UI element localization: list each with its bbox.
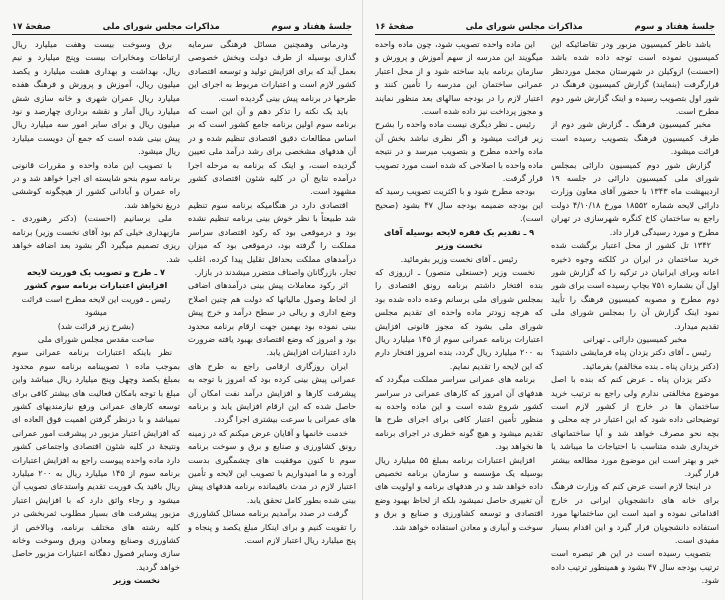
paragraph: ملی برسانیم (احسنت) (دکتر رهنوردی ـ مازبهداری خیلی کم بود آقای نخست وزیر) برنامه ریزی تصمیم میگیرد اگر بشود بعد اضافه خواهد شد. xyxy=(12,213,180,264)
paragraph: گرفت در صدد برآمدیم برنامه مسائل کشاورزی را تقویت کنیم و برای اینکار مبلغ یکصد و پنجاه و پنج میلیارد ریال اعتبار لازم است. xyxy=(188,508,356,546)
signature: نخست وزیر xyxy=(113,575,160,586)
publication-title: مذاکرات مجلس شورای ملی xyxy=(102,22,220,32)
publication-title: مذاکرات مجلس شورای ملی xyxy=(465,22,583,32)
paragraph: رئیس ـ نظر دیگری نیست ماده واحده را بشرح زیر قرائت میشود و اگر نظری نباشد بخش آن ماده واحده مطرح و بتصویب میرسد و در نتیجه ماده واحده با اصلاحی که شده است مورد تصویب قرار گرفت. xyxy=(375,119,543,184)
paragraph: باشد ناظر کمیسیون مزبور ودر تقاضائیکه این کمیسیون نموده است توجه داده شده باشد (احسنت) ازوکیلن در شهرستان مجمل موردنظر قرارگرفت (بنمایند) گزارش کمیسیون فرهنگ در شور اول بتصویب رسیده و اینک گزارش شور دوم مطرح است. xyxy=(551,39,719,117)
paragraph: نظر باینکه اعتبارات برنامه عمرانی سوم بموجب ماده ۱ تصویبنامه برنامه سوم محدود بمبلغ یکصد وچهل وپنج میلیارد ریال میباشد واین مبلغ با توجه بامکان فعالیت های بیشتر کافی برای توسعه کارهای عمرانی ورفع نیازمندیهای کشور نمیباشد و با درنظر گرفتن اهمیت فوق العاده ای که افزایش اعتبار مزبور در پیشرفت امور عمرانی ونتیجهٔ در کلیه شئون اقتصادی واجتماعی کشور دارد ماده واحده پیوست راجع به افزایش اعتبارات برنامه سوم از ۱۴۵ میلیارد ریال به ۲۰۰ میلیارد ریال باقید یک فوریت تقدیم واستدعای تصویب آن میشود و رجاء واثق دارد که با افزایش اعتبار مزبور پیشرفت های بسیار مطلوب ثمربخشی در کلیه رشته های مختلف برنامه، وبالاخص از کشاورزی وصنایع ومعادن وبرق وسوخت وخانه سازی وسایر فصول دهگانه اعتبارات مزبور حاصل خواهد گردید. xyxy=(12,347,180,572)
paragraph: خدمت خانمها و آقایان عرض میکنم که در زمینه رونق کشاورزی و صنایع و برق و سوخت برنامه سوم تا کنون موفقیت های چشمگیری بدست آورده و ما امیدواریم با تصویب این لایحه و تأمین اعتبار لازم در مدت باقیمانده برنامه هدفهای پیش بینی شده بطور کامل تحقق یابد. xyxy=(188,427,356,505)
section-heading: ۷ ـ طرح و تصویب یک فوریت لایحه افزایش اعتبارات برنامه سوم کشور xyxy=(24,266,168,291)
paragraph: رئیس ـ فوریت این لایحه مطرح است قرائت میشود xyxy=(21,293,171,318)
paragraph: باید یک نکته را تذکر دهم و آن این است که برنامه سوم اولین برنامه جامع کشور است که بر اساس مطالعات دقیق اقتصادی تنظیم شده و در آن هدفهای مشخصی برای رشد درآمد ملی تعیین گردیده است، و اینک که برنامه به مرحله اجرا درآمده نتایج آن در کلیه شئون اقتصادی کشور مشهود است. xyxy=(188,106,356,197)
text-column-left xyxy=(12,38,180,592)
paragraph: در اینجا لازم است عرض کنم که وزارت فرهنگ برای خانه های دانشجویان ایرانی در خارج اقداماتی نموده و امید است این ساختمانها مورد استفاده دانشجویان قرار گیرد و این اقدام بسیار مفیدی است. xyxy=(551,481,719,546)
page-number: صفحهٔ ۱۶ xyxy=(375,22,414,32)
paragraph: ایران روزگاری ارقامی راجع به طرح های عمرانی پیش بینی کرده بود که امروز با توجه به پیشرفت کارها و افزایش درآمد نفت امکان آن حاصل شده که این ارقام افزایش یابد و برنامه های عمرانی با سرعت بیشتری اجرا گردد. xyxy=(188,360,356,425)
session-label: جلسهٔ هفتاد و سوم xyxy=(271,22,352,32)
paragraph: برق وسوخت بیست وهفت میلیارد ریال ارتباطات ومخابرات بیست وپنج میلیارد و نیم ریال، بهداشت و بهداری هشت میلیارد و یکصد میلیون ریال، آموزش و پرورش و فرهنگ هفده میلیارد ریال عمران شهری و خانه سازی شش میلیارد ریال آمار و نقشه برداری چهارصد و نود میلیون ریال و برای سایر امور سه میلیارد ریال پیش بینی شده است که جمع آن دویست میلیارد ریال میشود. xyxy=(12,39,180,157)
text-column-left xyxy=(375,38,543,592)
paragraph: اثر رکود معاملات پیش بینی درآمدهای اضافی از لحاظ وصول مالیاتها که دولت هم چنین اصلاح وضع اداری و ریالی در سطح درآمد و خرج پیش بینی نموده بود بهمین جهت ارقام برنامه محدود بود و امروز که وضع اقتصادی بهبود یافته ضرورت دارد اعتبارات افزایش یابد. xyxy=(188,280,356,358)
paragraph: نخست وزیر (حسنعلی منصور) ـ ازروزی که بنده افتخار داشتم برنامه رونق اقتصادی را بمجلس شورای ملی برسانم وعده داده شده بود که هرچه زودتر ماده واحده ای تقدیم مجلس شورای ملی بشود که مجوز قانونی افزایش اعتبارات برنامه عمرانی سوم از ۱۴۵ میلیارد ریال به ۲۰۰ میلیارد ریال گردد، بنده امروز افتخار دارم که این لایحه را تقدیم نمایم. xyxy=(375,266,543,371)
text-column-right xyxy=(551,38,719,592)
paragraph: (بشرح زیر قرائت شد) xyxy=(57,320,135,331)
page-header xyxy=(12,20,352,35)
paragraph: بودجه مطرح شود و با اکثریت تصویب رسید که این بودجه ضمیمه بودجه سال ۴۷ بشود (صحیح است). xyxy=(375,186,543,224)
paragraph: رئیس ـ آقای نخست وزیر بفرمائید. xyxy=(400,253,518,264)
paragraph: ۱۳۴۲ تل کشور از محل اعتبار برگشت شده خرید ساختمان در ایران در کلکته وجوه ذخیره اعانه وبرای ایرانیان در ترکیه را که گزارش شور اول آن بشماره ۷۵۱ بچاپ رسیده است برای شور دوم مطرح و مصوبه کمیسیون فرهنگ را تأیید نمود اینک گزارش آن را بمجلس شورای ملی تقدیم میدارد. xyxy=(551,240,719,331)
session-label: جلسهٔ هفتاد و سوم xyxy=(634,22,715,32)
left-page xyxy=(0,0,362,600)
page-header xyxy=(375,20,715,35)
paragraph: دکتر یزدان پناه ـ عرض کنم که بنده با اصل موضوع مخالفتی ندارم ولی راجع به ترتیب خرید ساختمان ها در خارج از کشور لازم است توضیحاتی داده شود که این اعتبار در چه محلی و بچه نحو مصرف خواهد شد و آیا ساختمانهای خریداری شده متناسب با احتیاجات ما میباشد یا خیر و بهتر است این موضوع مورد مطالعه بیشتر قرار گیرد. xyxy=(551,374,719,478)
text-column-right xyxy=(188,38,356,592)
paragraph: برنامه های عمرانی سراسر مملکت میگردد که هدفهای آن امروز که کارهای عمرانی در سراسر کشور شروع شده است و این ماده واحده به منظور تأمین اعتبار کافی برای اجرای طرح ها تقدیم میشود و هیچ گونه خطری در اجرای برنامه ها نخواهد بود. xyxy=(375,374,543,452)
paragraph: بتصویب رسیده است در این هر تبصره است ترتیب بودجه سال ۴۷ بشود و همینطور ترتیب داده شود. xyxy=(551,548,719,586)
paragraph: اقتصادی دارد در هنگامیکه برنامه سوم تنظیم شد طبیعتاً با نظر خوش بینی برنامه تنظیم نشده بود و درموقعی بود که رکود اقتصادی سراسر مملکت را گرفته بود، درموقعی بود که میزان درآمدهای مملکت بحداقل تقلیل پیدا کرده، اغلب تجار، بازرگانان واصناف متضرر میشدند در بازار. xyxy=(188,199,356,277)
paragraph: افزایش اعتبارات برنامه بمبلغ ۵۵ میلیارد ریال بوسیله یک مؤسسه و سازمان برنامه تخصیص داده خواهد شد و در هدفهای برنامه و اولویت های آن تغییری حاصل نمیشود بلکه از لحاظ بهبود وضع اقتصادی و توسعه کشاورزی و صنایع و برق و سوخت و آبیاری و معادن استفاده خواهد شد. xyxy=(375,454,543,532)
paragraph: مخبر کمیسیون دارائی ـ تهرانی xyxy=(583,333,687,344)
section-heading: ۹ ـ تقدیم یک فقره لایحه بوسیله آقای نخست وزیر xyxy=(383,226,535,251)
paragraph: این ماده واحده تصویب شود، چون ماده واحده میگویند این مدرسه از سهم آموزش و پرورش و سازمان برنامه باید ساخته شود و از محل اعتبار عمرانی ساختمان این مدرسه را تأمین کنند و اعتبار لازم را در بودجه سالهای بعد منظور نمایند و مجوز پرداخت نیز داده شده است. xyxy=(375,39,543,117)
page-number: صفحهٔ ۱۷ xyxy=(12,22,51,32)
paragraph: ودرمانی وهمچنین مسائل فرهنگی سرمایه گذاری بوسیله از طرف دولت وبخش خصوصی بعمل آید که برای افزایش تولید و توسعه اقتصادی کشور لازم است و اعتبارات مربوط به اجرای این طرحها در برنامه پیش بینی گردیده است. xyxy=(188,39,356,103)
right-page xyxy=(362,0,725,600)
paragraph: مخبر کمیسیون فرهنگ ـ گزارش شور دوم از طرف کمیسیون فرهنگ بتصویب رسیده است قرائت میشود. xyxy=(551,119,719,157)
paragraph: با تصویب این ماده واحده و مقررات قانونی برنامه سوم بنحو شایسته ای اجرا خواهد شد و در راه عمران و آبادانی کشور از هیچگونه کوششی دریغ نخواهد شد. xyxy=(12,159,180,210)
paragraph: ساحت مقدس مجلس شورای ملی xyxy=(37,333,155,344)
paragraph: گزارش شور دوم کمیسیون دارائی بمجلس شورای ملی کمیسیون دارائی در جلسه ۱۹ اردیبهشت ماه ۱۳۴۳ با حضور آقای معاون وزارت دارائی لایحه شماره ۱۸۵۵۲ مورخ ۴/۱۰/۱۸ دولت راجع به ساختمان کاخ کنگره شهرسازی در تهران مطرح و مورد رسیدگی قرار داد. xyxy=(551,159,719,237)
paragraph: رئیس ـ آقای دکتر یزدان پناه فرمایشی داشتید؟ (دکتر یزدان پناه ـ بنده مخالفم) بفرمائید. xyxy=(551,347,719,371)
